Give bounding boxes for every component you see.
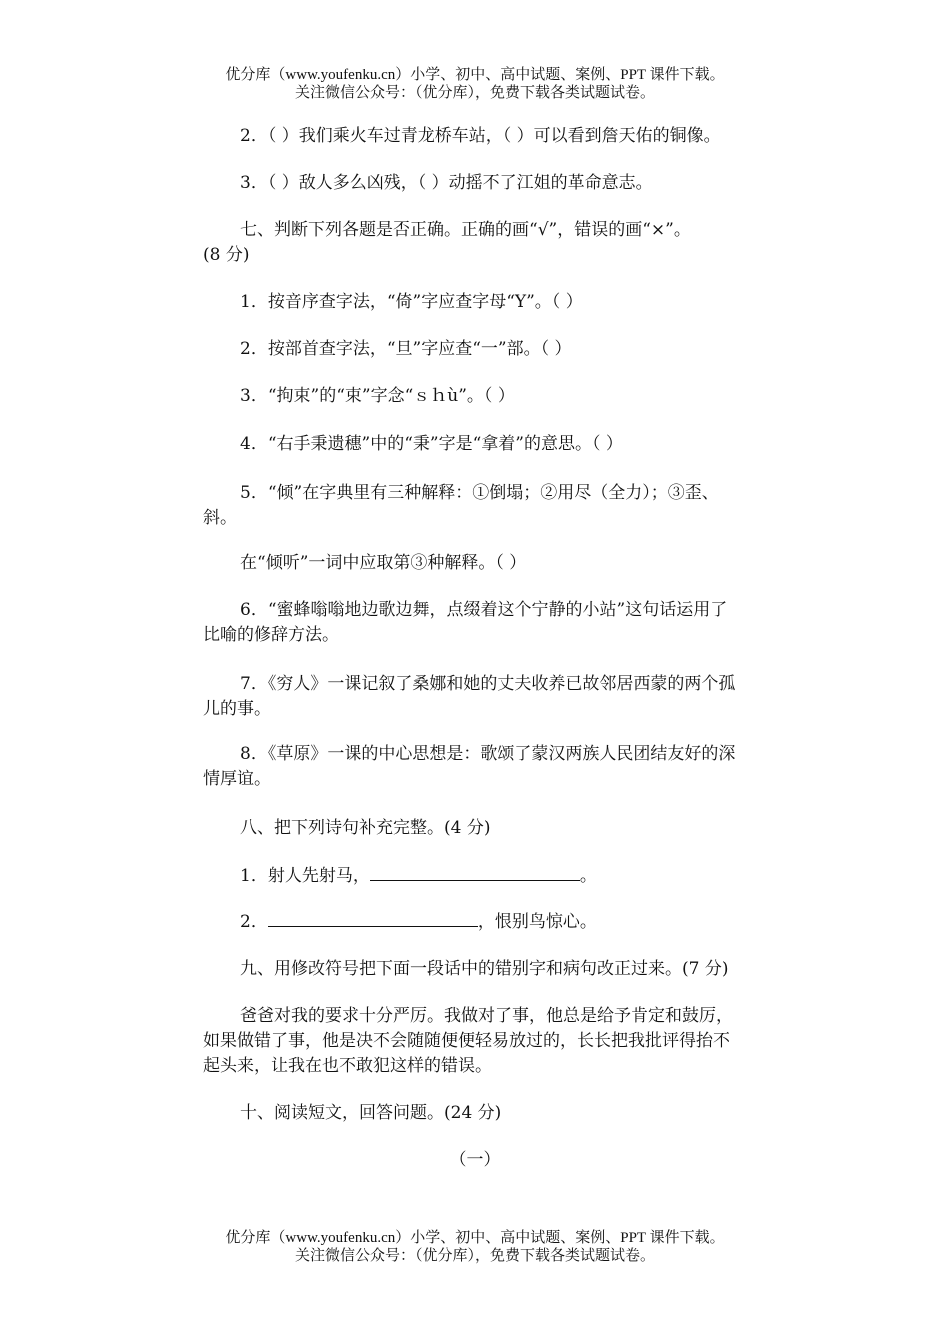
section-8-title: 八、把下列诗句补充完整。(4 分)	[240, 818, 491, 838]
question-8-2-prefix: 2．	[240, 912, 268, 932]
header-line-1: 优分库（www.youfenku.cn）小学、初中、高中试题、案例、PPT 课件下载。	[225, 67, 725, 83]
question-7-7-line2: 儿的事。	[203, 699, 271, 719]
question-8-1	[240, 864, 805, 889]
answer-blank[interactable]	[268, 912, 478, 927]
question-7-8-line2: 情厚谊。	[203, 769, 271, 789]
question-7-2: 2．按部首查字法，“旦”字应查“一”部。（ ）	[240, 339, 572, 359]
section-7-score: (8 分)	[203, 245, 250, 265]
question-6-3: 3．（ ）敌人多么凶残，（ ）动摇不了江姐的革命意志。	[240, 173, 653, 193]
footer-line-1: 优分库（www.youfenku.cn）小学、初中、高中试题、案例、PPT 课件下载。	[225, 1230, 725, 1246]
question-7-4: 4．“右手秉遗穗”中的“秉”字是“拿着”的意思。（ ）	[240, 434, 623, 454]
question-7-5-line2: 斜。	[203, 508, 237, 528]
question-7-6-line1: 6．“蜜蜂嗡嗡地边歌边舞，点缀着这个宁静的小站”这句话运用了	[240, 600, 728, 620]
question-6-2: 2．（ ）我们乘火车过青龙桥车站，（ ）可以看到詹天佑的铜像。	[240, 126, 721, 146]
question-8-1-suffix: 。	[579, 866, 597, 886]
question-8-1-prefix: 1．射人先射马，	[240, 866, 370, 886]
question-7-5-line1: 5．“倾”在字典里有三种解释：①倒塌；②用尽（全力）；③歪、	[240, 483, 719, 503]
question-7-8-line1: 8．《草原》一课的中心思想是：歌颂了蒙汉两族人民团结友好的深	[240, 744, 736, 764]
question-8-2-suffix: ，恨别鸟惊心。	[477, 912, 597, 932]
question-7-5-line3: 在“倾听”一词中应取第③种解释。（ ）	[240, 553, 527, 573]
page-footer	[0, 1229, 950, 1265]
section-9-para-line1: 爸爸对我的要求十分严厉。我做对了事，他总是给予肯定和鼓厉，	[240, 1006, 733, 1026]
question-7-3: 3．“拘束”的“束”字念“ｓｈù”。（ ）	[240, 386, 515, 406]
footer-line-2: 关注微信公众号：（优分库），免费下载各类试题试卷。	[294, 1248, 655, 1264]
section-9-title: 九、用修改符号把下面一段话中的错别字和病句改正过来。(7 分)	[240, 959, 729, 979]
question-7-1: 1．按音序查字法，“倚”字应查字母“Y”。（ ）	[240, 292, 583, 312]
question-7-7-line1: 7．《穷人》一课记叙了桑娜和她的丈夫收养已故邻居西蒙的两个孤	[240, 674, 736, 694]
answer-blank[interactable]	[370, 866, 580, 881]
section-10-subtitle: （一）	[449, 1150, 501, 1170]
section-9-para-line2: 如果做错了事，他是决不会随随便便轻易放过的，长长把我批评得抬不	[203, 1031, 730, 1051]
page-header	[0, 66, 950, 102]
question-7-6-line2: 比喻的修辞方法。	[203, 625, 339, 645]
header-line-2: 关注微信公众号：（优分库），免费下载各类试题试卷。	[294, 85, 655, 101]
section-10-title: 十、阅读短文，回答问题。(24 分)	[240, 1103, 502, 1123]
section-9-para-line3: 起头来，让我在也不敢犯这样的错误。	[203, 1056, 492, 1076]
section-7-title: 七、判断下列各题是否正确。正确的画“√”，错误的画“×”。	[240, 220, 691, 240]
question-8-2	[240, 910, 805, 935]
